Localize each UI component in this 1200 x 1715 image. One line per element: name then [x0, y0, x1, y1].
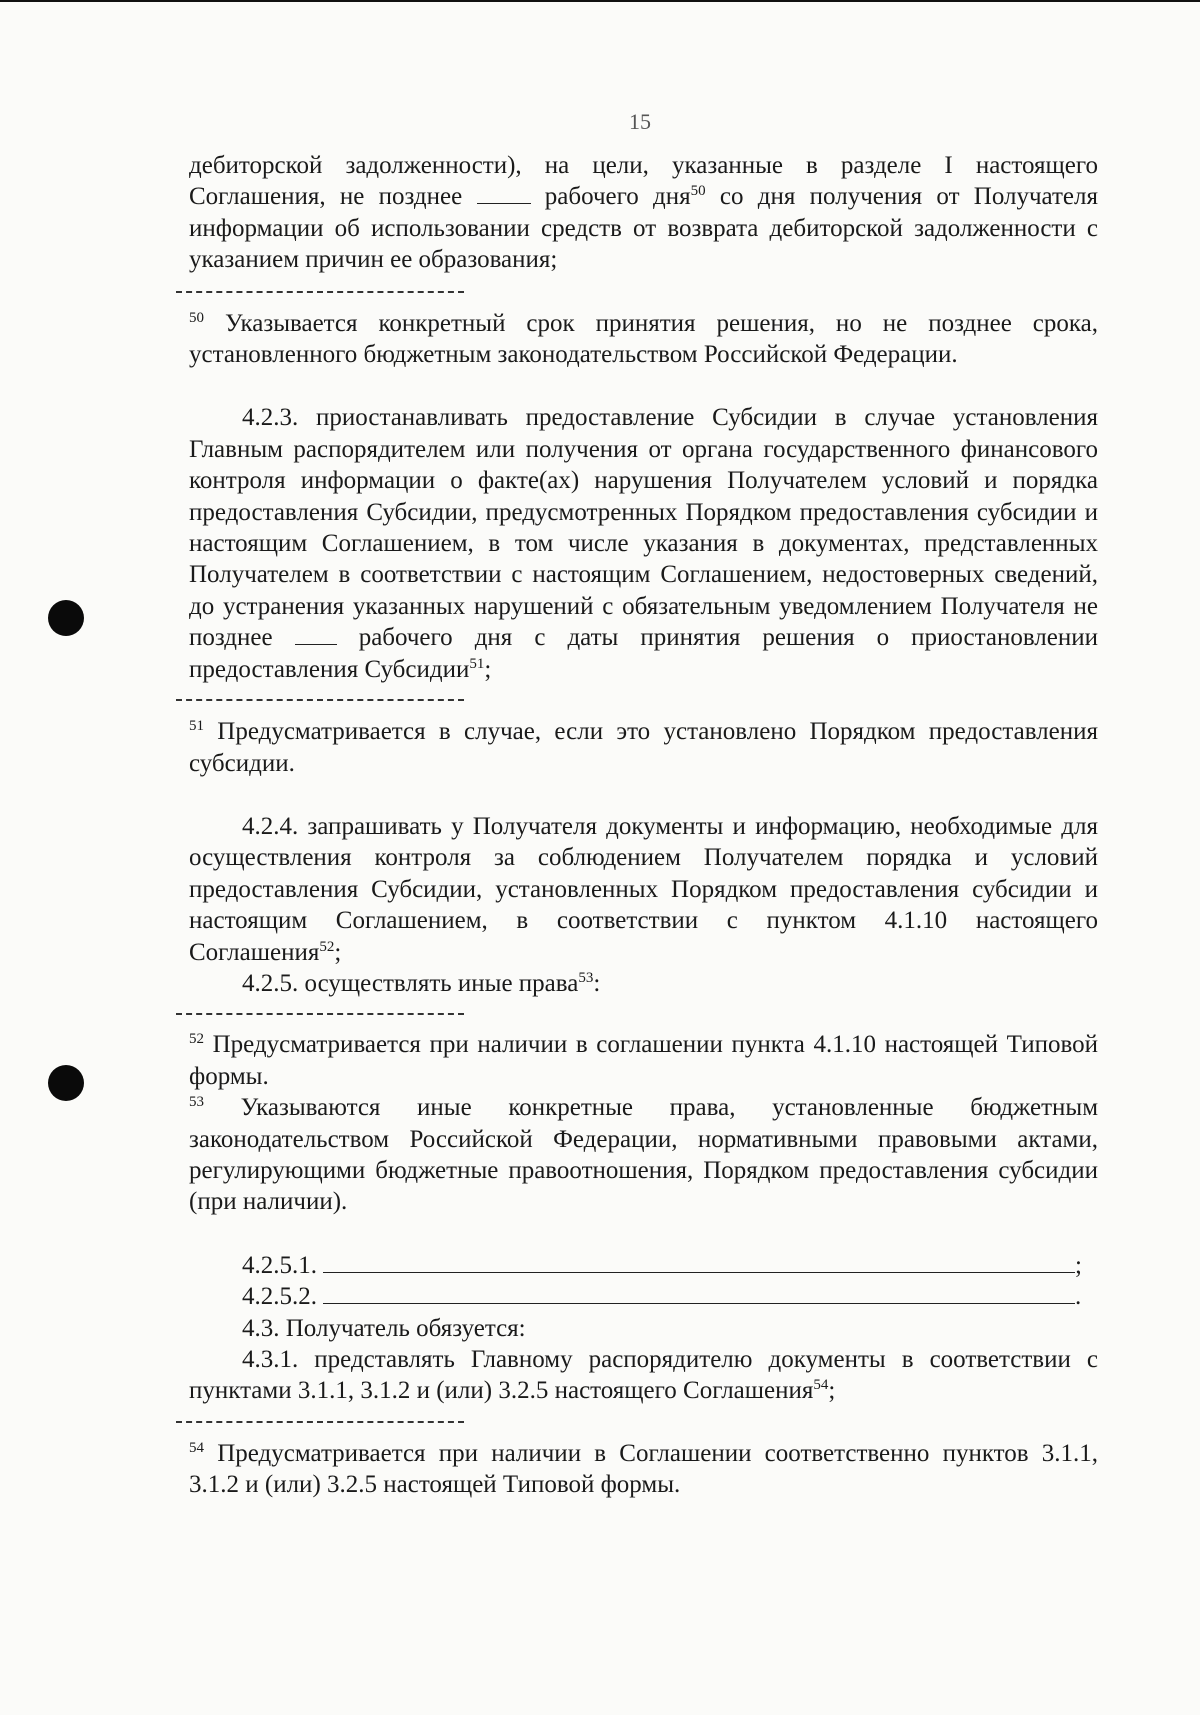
footnote-52: $^{52}$ Предусматривается при наличии в соглашении пункта 4.1.10 настоящей Типовой формы. [189, 1031, 1098, 1090]
footnote-53: $^{53}$ Указываются иные конкретные права, установленные бюджетным законодательством Российской Федерации, нормативными правовыми актами, регулирующими бюджетные правоотношения, Порядком предоставления субсидии (при наличии). [189, 1094, 1099, 1216]
document-body [189, 150, 1098, 1501]
clause-4-3: 4.3. Получатель обязуется: [242, 1314, 526, 1342]
clause-4-2-5-2: 4.2.5.2. . [242, 1283, 1082, 1311]
blank-field [477, 203, 531, 204]
clause-4-2-5-1: 4.2.5.1. ; [242, 1251, 1082, 1279]
clause-4-3-1: 4.3.1. представлять Главному распорядителю документы в соответствии с пунктами 3.1.1, 3.1.2 и (или) 3.2.5 настоящего Соглашения$^{54}$; [189, 1346, 1098, 1405]
punch-hole-lower [48, 1065, 84, 1101]
footnote-separator [176, 1421, 464, 1423]
footnote-ref: 54 [813, 1377, 829, 1394]
footnote-51: $^{51}$ Предусматривается в случае, если это установлено Порядком предоставления субсидии. [189, 718, 1098, 777]
paragraph-continuation: дебиторской задолженности), на цели, указанные в разделе I настоящего Соглашения, не позднее рабочего дня$^{50}$ со дня получения от Получателя информации об использовании средств от возврата дебиторской задолженности с указанием причин ее образования; [189, 152, 1099, 274]
footnote-ref: 51 [469, 655, 485, 672]
footnote-ref: 50 [690, 183, 706, 200]
blank-line-field [323, 1303, 1075, 1304]
scan-top-edge [0, 0, 1200, 2]
footnote-separator [176, 699, 464, 701]
footnote-54: $^{54}$ Предусматривается при наличии в Соглашении соответственно пунктов 3.1.1, 3.1.2 и (или) 3.2.5 настоящей Типовой формы. [189, 1439, 1098, 1499]
blank-line-field [323, 1272, 1075, 1273]
footnote-50: $^{50}$ Указывается конкретный срок принятия решения, но не позднее срока, установленного бюджетным законодательством Российской Федерации. [189, 309, 1098, 369]
footnote-ref: 53 [578, 969, 594, 986]
clause-4-2-3: 4.2.3. приостанавливать предоставление Субсидии в случае установления Главным распорядителем или получения от органа государственного финансового контроля информации о факте(ах) нарушения Получателем условий и порядка предоставления Субсидии, предусмотренных Порядком предоставления субсидии и настоящим Соглашением, в том числе указания в документах, представленных Получателем в соответствии с настоящим Соглашением, недостоверных сведений, до устранения указанных нарушений с обязательным уведомлением Получателя не позднее рабочего дня с даты принятия решения о приостановлении предоставления Субсидии$^{51}$; [189, 404, 1099, 683]
punch-hole-upper [48, 600, 84, 636]
footnote-separator [176, 291, 464, 293]
clause-4-2-4: 4.2.4. запрашивать у Получателя документы и информацию, необходимые для осуществления контроля за соблюдением Получателем порядка и условий предоставления Субсидии, установленных Порядком предоставления субсидии и настоящим Соглашением, в соответствии с пунктом 4.1.10 настоящего Соглашения$^{52}$; [189, 812, 1098, 966]
clause-4-2-5: 4.2.5. осуществлять иные права$^{53}$: [242, 969, 601, 997]
footnote-ref: 52 [319, 938, 335, 955]
page-number: 15 [629, 109, 651, 134]
footnote-separator [176, 1013, 464, 1015]
blank-field [295, 644, 337, 645]
